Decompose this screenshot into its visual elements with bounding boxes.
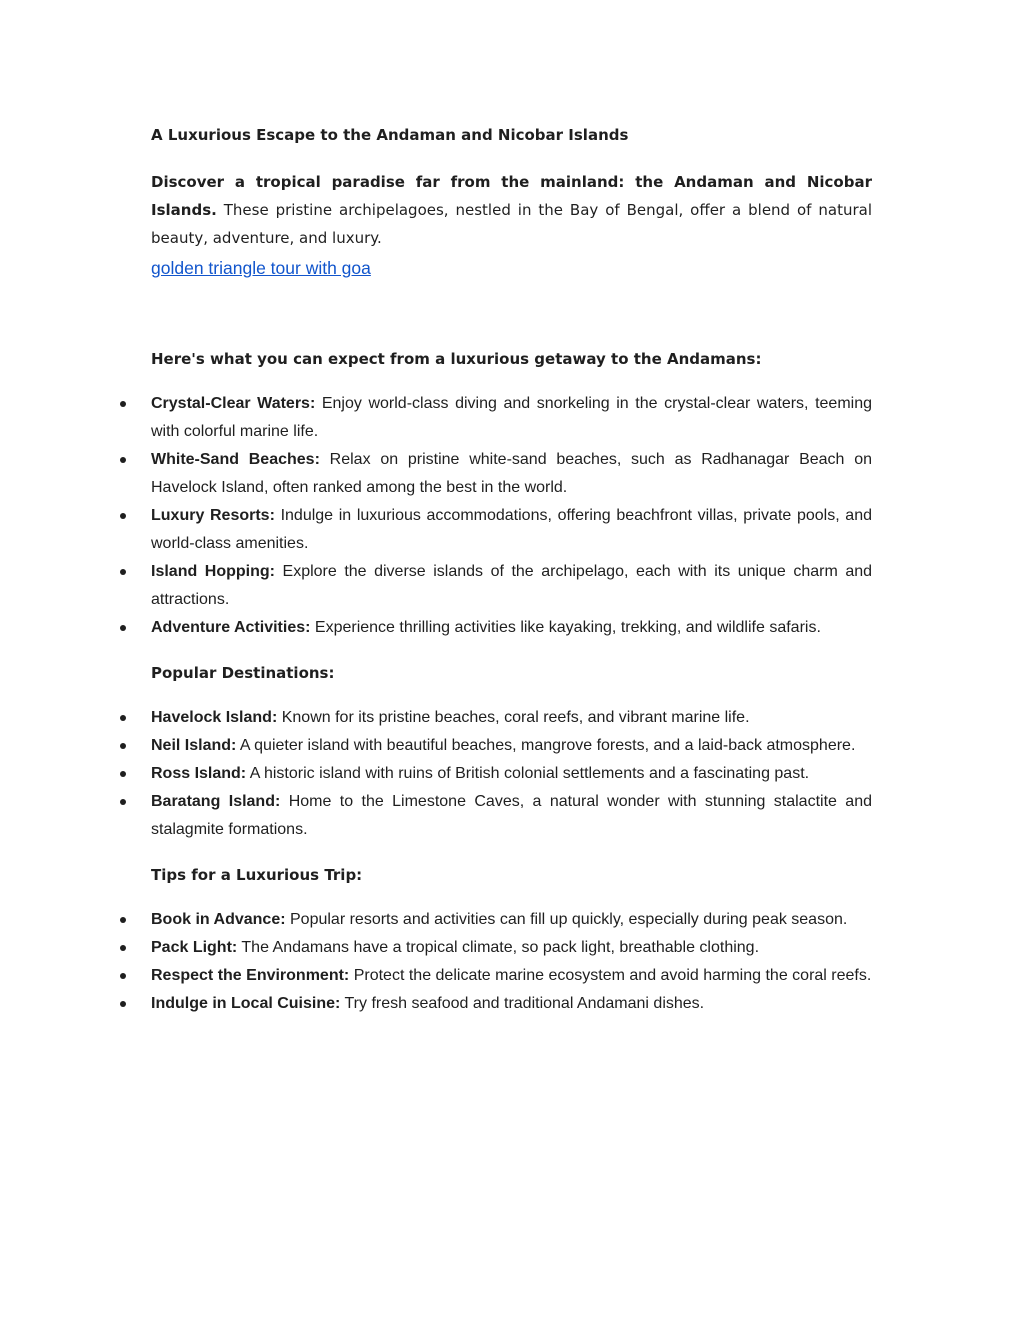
- list-item-term: Island Hopping:: [151, 563, 275, 580]
- bullet-icon: [120, 917, 126, 923]
- list-item: [151, 614, 872, 642]
- section-heading-tips: Tips for a Luxurious Trip:: [151, 866, 363, 884]
- bullet-icon: [120, 625, 126, 631]
- golden-triangle-tour-link[interactable]: golden triangle tour with goa: [151, 258, 371, 278]
- bullet-icon: [120, 771, 126, 777]
- list-item-text: Popular resorts and activities can fill up quickly, especially during peak season.: [285, 911, 848, 928]
- bullet-icon: [120, 1001, 126, 1007]
- list-item: [151, 704, 872, 732]
- bullet-icon: [120, 743, 126, 749]
- destinations-list: [151, 704, 872, 844]
- list-item-term: Baratang Island:: [151, 793, 281, 810]
- list-item-text: Enjoy world-class diving and snorkeling in the crystal-clear waters, teeming with colorful marine life.: [151, 395, 873, 440]
- expectations-list: [151, 390, 872, 642]
- list-item-term: Indulge in Local Cuisine:: [151, 995, 341, 1012]
- document-body: [151, 124, 872, 1018]
- bullet-icon: [120, 973, 126, 979]
- list-item-text: A historic island with ruins of British colonial settlements and a fascinating past.: [246, 765, 810, 782]
- list-item-term: Adventure Activities:: [151, 619, 311, 636]
- list-item-text: Relax on pristine white-sand beaches, such as Radhanagar Beach on Havelock Island, often ranked among the best in the world.: [151, 451, 872, 496]
- bullet-icon: [120, 945, 126, 951]
- section-heading-destinations: Popular Destinations:: [151, 664, 335, 682]
- list-item-text: Known for its pristine beaches, coral reefs, and vibrant marine life.: [277, 709, 750, 726]
- list-item-term: White-Sand Beaches:: [151, 451, 320, 468]
- intro-paragraph: [151, 168, 872, 252]
- list-item: [151, 934, 872, 962]
- list-item: [151, 390, 872, 446]
- list-item: [151, 760, 872, 788]
- list-item-term: Book in Advance:: [151, 911, 286, 928]
- intro-lead: Discover a tropical paradise far from the mainland: the Andaman and Nicobar Islands.: [151, 173, 872, 219]
- list-item-text: Protect the delicate marine ecosystem and avoid harming the coral reefs.: [349, 967, 872, 984]
- list-item-text: Try fresh seafood and traditional Andamani dishes.: [340, 995, 705, 1012]
- list-item-term: Havelock Island:: [151, 709, 278, 726]
- bullet-icon: [120, 401, 126, 407]
- list-item-text: Indulge in luxurious accommodations, offering beachfront villas, private pools, and world-class amenities.: [151, 507, 872, 552]
- list-item-text: Experience thrilling activities like kayaking, trekking, and wildlife safaris.: [310, 619, 821, 636]
- list-item-text: Home to the Limestone Caves, a natural wonder with stunning stalactite and stalagmite formations.: [151, 793, 872, 838]
- list-item: [151, 962, 872, 990]
- list-item: [151, 990, 872, 1018]
- list-item-text: Explore the diverse islands of the archipelago, each with its unique charm and attractions.: [151, 563, 873, 608]
- list-item: [151, 446, 872, 502]
- list-item-term: Luxury Resorts:: [151, 507, 275, 524]
- list-item-term: Neil Island:: [151, 737, 237, 754]
- bullet-icon: [120, 569, 126, 575]
- list-item-term: Pack Light:: [151, 939, 238, 956]
- list-item: [151, 732, 872, 760]
- document-title: A Luxurious Escape to the Andaman and Nicobar Islands: [151, 126, 629, 144]
- list-item-term: Respect the Environment:: [151, 967, 350, 984]
- intro-body: These pristine archipelagoes, nestled in the Bay of Bengal, offer a blend of natural beauty, adventure, and luxury.: [151, 201, 872, 247]
- list-item-term: Crystal-Clear Waters:: [151, 395, 316, 412]
- tips-list: [151, 906, 872, 1018]
- list-item: [151, 558, 872, 614]
- bullet-icon: [120, 799, 126, 805]
- list-item: [151, 788, 872, 844]
- section-heading-expectations: Here's what you can expect from a luxurious getaway to the Andamans:: [151, 350, 762, 368]
- list-item-text: A quieter island with beautiful beaches, mangrove forests, and a laid-back atmosphere.: [236, 737, 856, 754]
- bullet-icon: [120, 715, 126, 721]
- bullet-icon: [120, 513, 126, 519]
- list-item: [151, 906, 872, 934]
- list-item-text: The Andamans have a tropical climate, so pack light, breathable clothing.: [237, 939, 760, 956]
- list-item: [151, 502, 872, 558]
- list-item-term: Ross Island:: [151, 765, 247, 782]
- bullet-icon: [120, 457, 126, 463]
